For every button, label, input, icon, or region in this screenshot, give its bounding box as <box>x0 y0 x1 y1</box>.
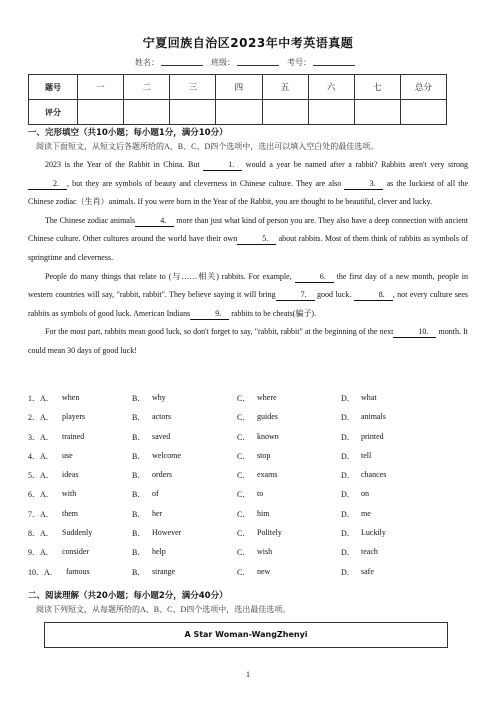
exam-no-blank[interactable] <box>313 57 355 66</box>
score-cell: 总分 <box>400 75 446 100</box>
blank-4: 4. <box>135 216 174 227</box>
option-b[interactable]: help <box>152 547 166 557</box>
option-d[interactable]: safe <box>361 566 374 576</box>
page-number: 1 <box>246 670 250 679</box>
score-cell: 五 <box>262 75 308 100</box>
class-label: 班级： <box>211 58 235 67</box>
score-cell: 七 <box>354 75 400 100</box>
option-row: 6．A． with B． of C． to D． on <box>28 489 369 500</box>
score-table-score-row <box>29 100 447 125</box>
option-d[interactable]: printed <box>361 431 384 441</box>
score-entry-cell[interactable] <box>354 100 400 125</box>
score-cell: 六 <box>308 75 354 100</box>
exam-title: 宁夏回族自治区2023年中考英语真题 <box>142 36 354 50</box>
option-c[interactable]: known <box>257 431 279 441</box>
option-d[interactable]: Luckily <box>361 528 386 538</box>
option-d[interactable]: tell <box>361 450 372 460</box>
exam-no-label: 考号： <box>287 58 311 67</box>
option-d[interactable]: on <box>361 489 369 499</box>
option-row: 2．A． players B． actors C． guides D． animals <box>28 412 386 423</box>
score-label-cell: 评分 <box>29 100 78 125</box>
option-b[interactable]: her <box>152 508 163 518</box>
name-label: 姓名： <box>135 58 159 67</box>
option-c[interactable]: to <box>257 489 264 499</box>
option-b[interactable]: orders <box>152 470 172 480</box>
option-row: 7．A． them B． her C． him D． me <box>28 508 371 519</box>
option-a[interactable]: trained <box>62 431 85 441</box>
option-b[interactable]: welcome <box>152 450 181 460</box>
blank-10: 10. <box>393 327 436 338</box>
blank-9: 9. <box>190 309 229 320</box>
cloze-passage <box>28 156 468 361</box>
option-c[interactable]: where <box>257 393 277 402</box>
score-cell: 四 <box>216 75 262 100</box>
option-d[interactable]: teach <box>361 547 378 557</box>
option-b[interactable]: why <box>152 393 166 402</box>
passage-paragraph: 2023 is the Year of the Rabbit in China. But 1. would a year be named after a rabbit? Rabbits aren't very strong 2. , but they are symbols of beauty and cleverness in Chinese culture. They are also 3. as the luckiest of all the Chinese zodiac（生肖）animals. If you were born in the Year of the Rabbit, you are thought to be beautiful, clever and lucky. <box>28 160 469 207</box>
option-d[interactable]: animals <box>361 412 386 422</box>
score-entry-cell[interactable] <box>124 100 170 125</box>
score-cell: 题号 <box>29 75 78 100</box>
option-a[interactable]: them <box>62 508 78 518</box>
score-entry-cell[interactable] <box>78 100 124 125</box>
option-a[interactable]: Suddenly <box>62 528 93 538</box>
option-row: 3．A． trained B． saved C． known D． printed <box>28 431 384 442</box>
blank-5: 5. <box>237 234 276 245</box>
option-d[interactable]: me <box>361 508 371 518</box>
option-a[interactable]: ideas <box>62 470 79 480</box>
blank-1: 1. <box>203 160 242 171</box>
option-c[interactable]: him <box>257 508 270 518</box>
score-entry-cell[interactable] <box>216 100 262 125</box>
option-d[interactable]: chances <box>361 470 387 480</box>
option-row: 9．A． consider B． help C． wish D． teach <box>28 547 378 558</box>
score-entry-cell[interactable] <box>170 100 216 125</box>
class-blank[interactable] <box>237 57 279 66</box>
score-cell: 一 <box>78 75 124 100</box>
blank-7: 7. <box>276 290 315 301</box>
option-b[interactable]: strange <box>152 566 176 576</box>
passage-paragraph: People do many things that relate to (与……相关) rabbits. For example, 6. the first day of a new month, people in western countries will say, "rabbit, rabbit". They believe saying it will bring 7. good luck. 8. , not every culture sees rabbits as symbols of good luck. American Indians 9. rabbits to be cheats(骗子). <box>28 271 469 318</box>
option-b[interactable]: saved <box>152 431 171 441</box>
options-list <box>28 390 468 583</box>
option-d[interactable]: what <box>361 393 377 402</box>
score-cell: 三 <box>170 75 216 100</box>
option-a[interactable]: players <box>62 412 86 422</box>
section1-instruction: 阅读下面短文，从短文后各题所给的A、B、C、D四个选项中，选出可以填入空白处的最佳选项。 <box>36 142 379 151</box>
blank-8: 8. <box>354 290 393 301</box>
score-table <box>28 74 447 125</box>
section1-heading: 一、完形填空（共10小题；每小题1分，满分10分） <box>28 128 228 138</box>
passage-paragraph: For the most part, rabbits mean good luck, so don't forget to say, "rabbit, rabbit" at the beginning of the next 10. month. It could mean 30 days of good luck! <box>28 327 468 355</box>
option-row: 8．A． Suddenly B． However C． Politely D． Luckily <box>28 528 386 539</box>
option-a[interactable]: consider <box>62 547 90 557</box>
option-b[interactable]: actors <box>152 412 172 422</box>
option-a[interactable]: with <box>62 489 77 499</box>
blank-3: 3. <box>344 179 383 190</box>
option-b[interactable]: However <box>152 528 182 538</box>
score-entry-cell[interactable] <box>400 100 446 125</box>
option-b[interactable]: of <box>152 489 159 499</box>
name-blank[interactable] <box>161 57 203 66</box>
score-entry-cell[interactable] <box>308 100 354 125</box>
student-info-line <box>0 57 496 68</box>
option-a[interactable]: use <box>62 450 73 460</box>
option-c[interactable]: wish <box>257 547 273 557</box>
reading-passage-title: A Star Woman-WangZhenyi <box>44 622 448 648</box>
blank-6: 6. <box>295 272 334 283</box>
option-row: 5．A． ideas B． orders C． exams D． chances <box>28 470 387 481</box>
option-row: 1．A． when B． why C． where D． what <box>28 393 377 403</box>
option-c[interactable]: Politely <box>257 528 282 538</box>
option-c[interactable]: exams <box>257 470 278 480</box>
section2-heading: 二、阅读理解（共20小题；每小题2分，满分40分） <box>28 591 228 601</box>
blank-2: 2. <box>28 179 67 190</box>
option-c[interactable]: stop <box>257 450 271 460</box>
option-c[interactable]: guides <box>257 412 278 422</box>
option-a[interactable]: when <box>62 393 80 402</box>
option-c[interactable]: new <box>257 566 271 576</box>
option-row: 10．A． famous B． strange C． new D． safe <box>28 566 374 577</box>
score-table-header-row <box>29 75 447 100</box>
section2-instruction: 阅读下列短文，从每题所给的A、B、C、D四个选项中，选出最佳选项。 <box>36 605 291 614</box>
score-entry-cell[interactable] <box>262 100 308 125</box>
score-cell: 二 <box>124 75 170 100</box>
option-a[interactable]: famous <box>66 566 90 576</box>
option-row: 4．A． use B． welcome C． stop D． tell <box>28 450 372 461</box>
passage-paragraph: The Chinese zodiac animals 4. more than just what kind of person you are. They also have a deep connection with ancient Chinese culture. Other cultures around the world have their own 5. about rabbits. Most of them think of rabbits as symbols of springtime and cleverness. <box>28 215 469 262</box>
